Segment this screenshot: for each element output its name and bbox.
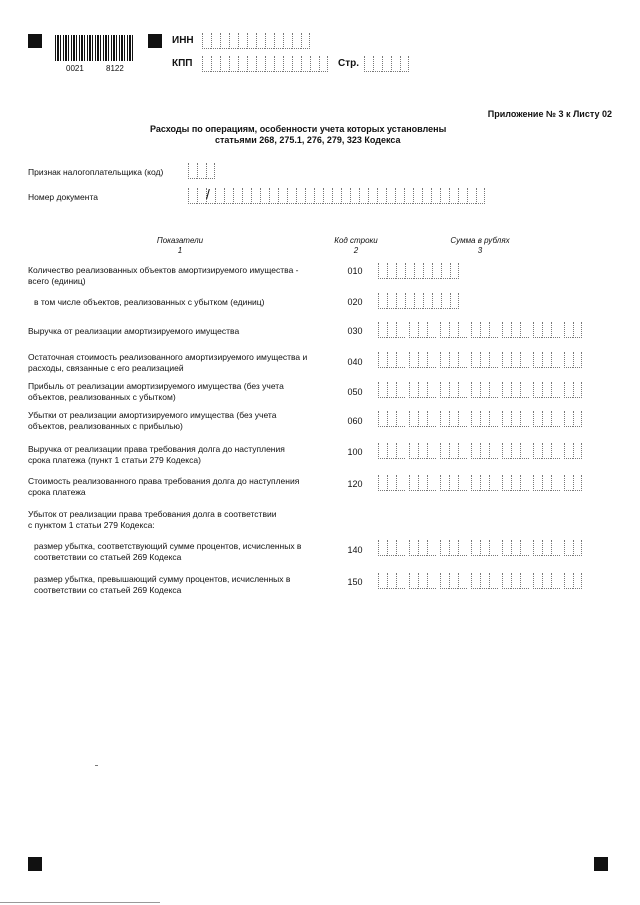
- row-label: [28, 265, 299, 286]
- scan-mark: [95, 765, 98, 766]
- column-header-line-code-label: Код строки: [334, 236, 378, 245]
- column-header-indicators-label: Показатели: [156, 236, 204, 245]
- row-120-value[interactable]: [378, 475, 582, 491]
- document-number-separator: /: [206, 186, 210, 202]
- row-120-label-line1: Стоимость реализованного права требования долга до наступления: [28, 476, 300, 486]
- row-label: [28, 326, 239, 337]
- row-030-code: 030: [347, 326, 363, 336]
- column-header-amount: [430, 236, 530, 255]
- bottom-right-marker: [594, 857, 608, 871]
- column-header-indicators: [130, 236, 230, 255]
- document-number-field[interactable]: [188, 188, 485, 204]
- document-number-label: Номер документа: [28, 192, 98, 202]
- section-loss-heading: [28, 509, 276, 530]
- section-loss-line2: с пунктом 1 статьи 279 Кодекса:: [28, 519, 155, 530]
- row-120-label-line2: срока платежа: [28, 486, 86, 497]
- row-020-label-line1: в том числе объектов, реализованных с убытком (единиц): [34, 297, 265, 307]
- row-150-code: 150: [347, 577, 363, 587]
- barcode: [55, 35, 133, 61]
- row-150-value[interactable]: [378, 573, 582, 589]
- row-label: [28, 410, 276, 431]
- row-060-label-line1: Убытки от реализации амортизируемого имущества (без учета: [28, 410, 277, 420]
- column-header-amount-num: 3: [477, 245, 483, 255]
- row-060-code: 060: [347, 416, 363, 426]
- taxpayer-code-label: Признак налогоплательщика (код): [28, 167, 164, 177]
- bottom-left-marker: [28, 857, 42, 871]
- column-header-indicators-num: 1: [177, 245, 183, 255]
- row-100-label-line2: срока платежа (пункт 1 статьи 279 Кодекса): [28, 454, 201, 465]
- row-050-label-line2: объектов, реализованных с убытком): [28, 391, 176, 402]
- row-010-code: 010: [347, 266, 363, 276]
- row-030-label-line1: Выручка от реализации амортизируемого имущества: [28, 326, 240, 336]
- row-120-code: 120: [347, 479, 363, 489]
- inn-label: ИНН: [172, 35, 194, 46]
- column-header-line-code-num: 2: [353, 245, 359, 255]
- top-left-marker: [28, 34, 42, 48]
- row-label: [28, 444, 285, 465]
- row-140-label-line1: размер убытка, соответствующий сумме процентов, исчисленных в: [34, 541, 302, 551]
- taxpayer-code-field[interactable]: [188, 163, 215, 179]
- form-title-line1: Расходы по операциям, особенности учета которых установлены: [150, 124, 447, 134]
- inn-field[interactable]: [202, 33, 310, 49]
- column-header-line-code: [326, 236, 386, 255]
- row-label: [28, 381, 284, 402]
- row-140-value[interactable]: [378, 540, 582, 556]
- row-030-value[interactable]: [378, 322, 582, 338]
- top-right-marker: [148, 34, 162, 48]
- page-label: Стр.: [338, 58, 360, 69]
- row-label: [34, 541, 301, 562]
- row-010-value[interactable]: [378, 263, 459, 279]
- row-040-label-line1: Остаточная стоимость реализованного амортизируемого имущества и: [28, 352, 308, 362]
- barcode-number-left: 0021: [66, 64, 84, 73]
- row-100-value[interactable]: [378, 443, 582, 459]
- kpp-field[interactable]: [202, 56, 328, 72]
- row-050-code: 050: [347, 387, 363, 397]
- row-140-label-line2: соответствии со статьей 269 Кодекса: [34, 551, 182, 562]
- row-050-label-line1: Прибыль от реализации амортизируемого имущества (без учета: [28, 381, 284, 391]
- row-140-code: 140: [347, 545, 363, 555]
- kpp-label: КПП: [172, 58, 193, 69]
- row-label: [34, 574, 290, 595]
- bottom-scan-line: [0, 902, 160, 903]
- row-010-label-line2: всего (единиц): [28, 275, 86, 286]
- section-loss-line1: Убыток от реализации права требования долга в соответствии: [28, 509, 277, 519]
- row-010-label-line1: Количество реализованных объектов амортизируемого имущества -: [28, 265, 299, 275]
- row-020-code: 020: [347, 297, 363, 307]
- row-020-value[interactable]: [378, 293, 459, 309]
- page-field[interactable]: [364, 56, 409, 72]
- row-label: [28, 476, 299, 497]
- row-100-label-line1: Выручка от реализации права требования долга до наступления: [28, 444, 285, 454]
- row-040-value[interactable]: [378, 352, 582, 368]
- row-040-code: 040: [347, 357, 363, 367]
- row-100-code: 100: [347, 447, 363, 457]
- row-150-label-line2: соответствии со статьей 269 Кодекса: [34, 584, 182, 595]
- row-050-value[interactable]: [378, 382, 582, 398]
- row-060-value[interactable]: [378, 411, 582, 427]
- appendix-label: Приложение № 3 к Листу 02: [487, 109, 612, 119]
- barcode-number-right: 8122: [106, 64, 124, 73]
- row-150-label-line1: размер убытка, превышающий сумму процентов, исчисленных в: [34, 574, 291, 584]
- row-label: [28, 352, 307, 373]
- row-040-label-line2: расходы, связанные с его реализацией: [28, 362, 184, 373]
- form-title-line2: статьями 268, 275.1, 276, 279, 323 Кодекса: [215, 135, 401, 145]
- column-header-amount-label: Сумма в рублях: [450, 236, 510, 245]
- row-label: [34, 297, 264, 308]
- row-060-label-line2: объектов, реализованных с прибылью): [28, 420, 183, 431]
